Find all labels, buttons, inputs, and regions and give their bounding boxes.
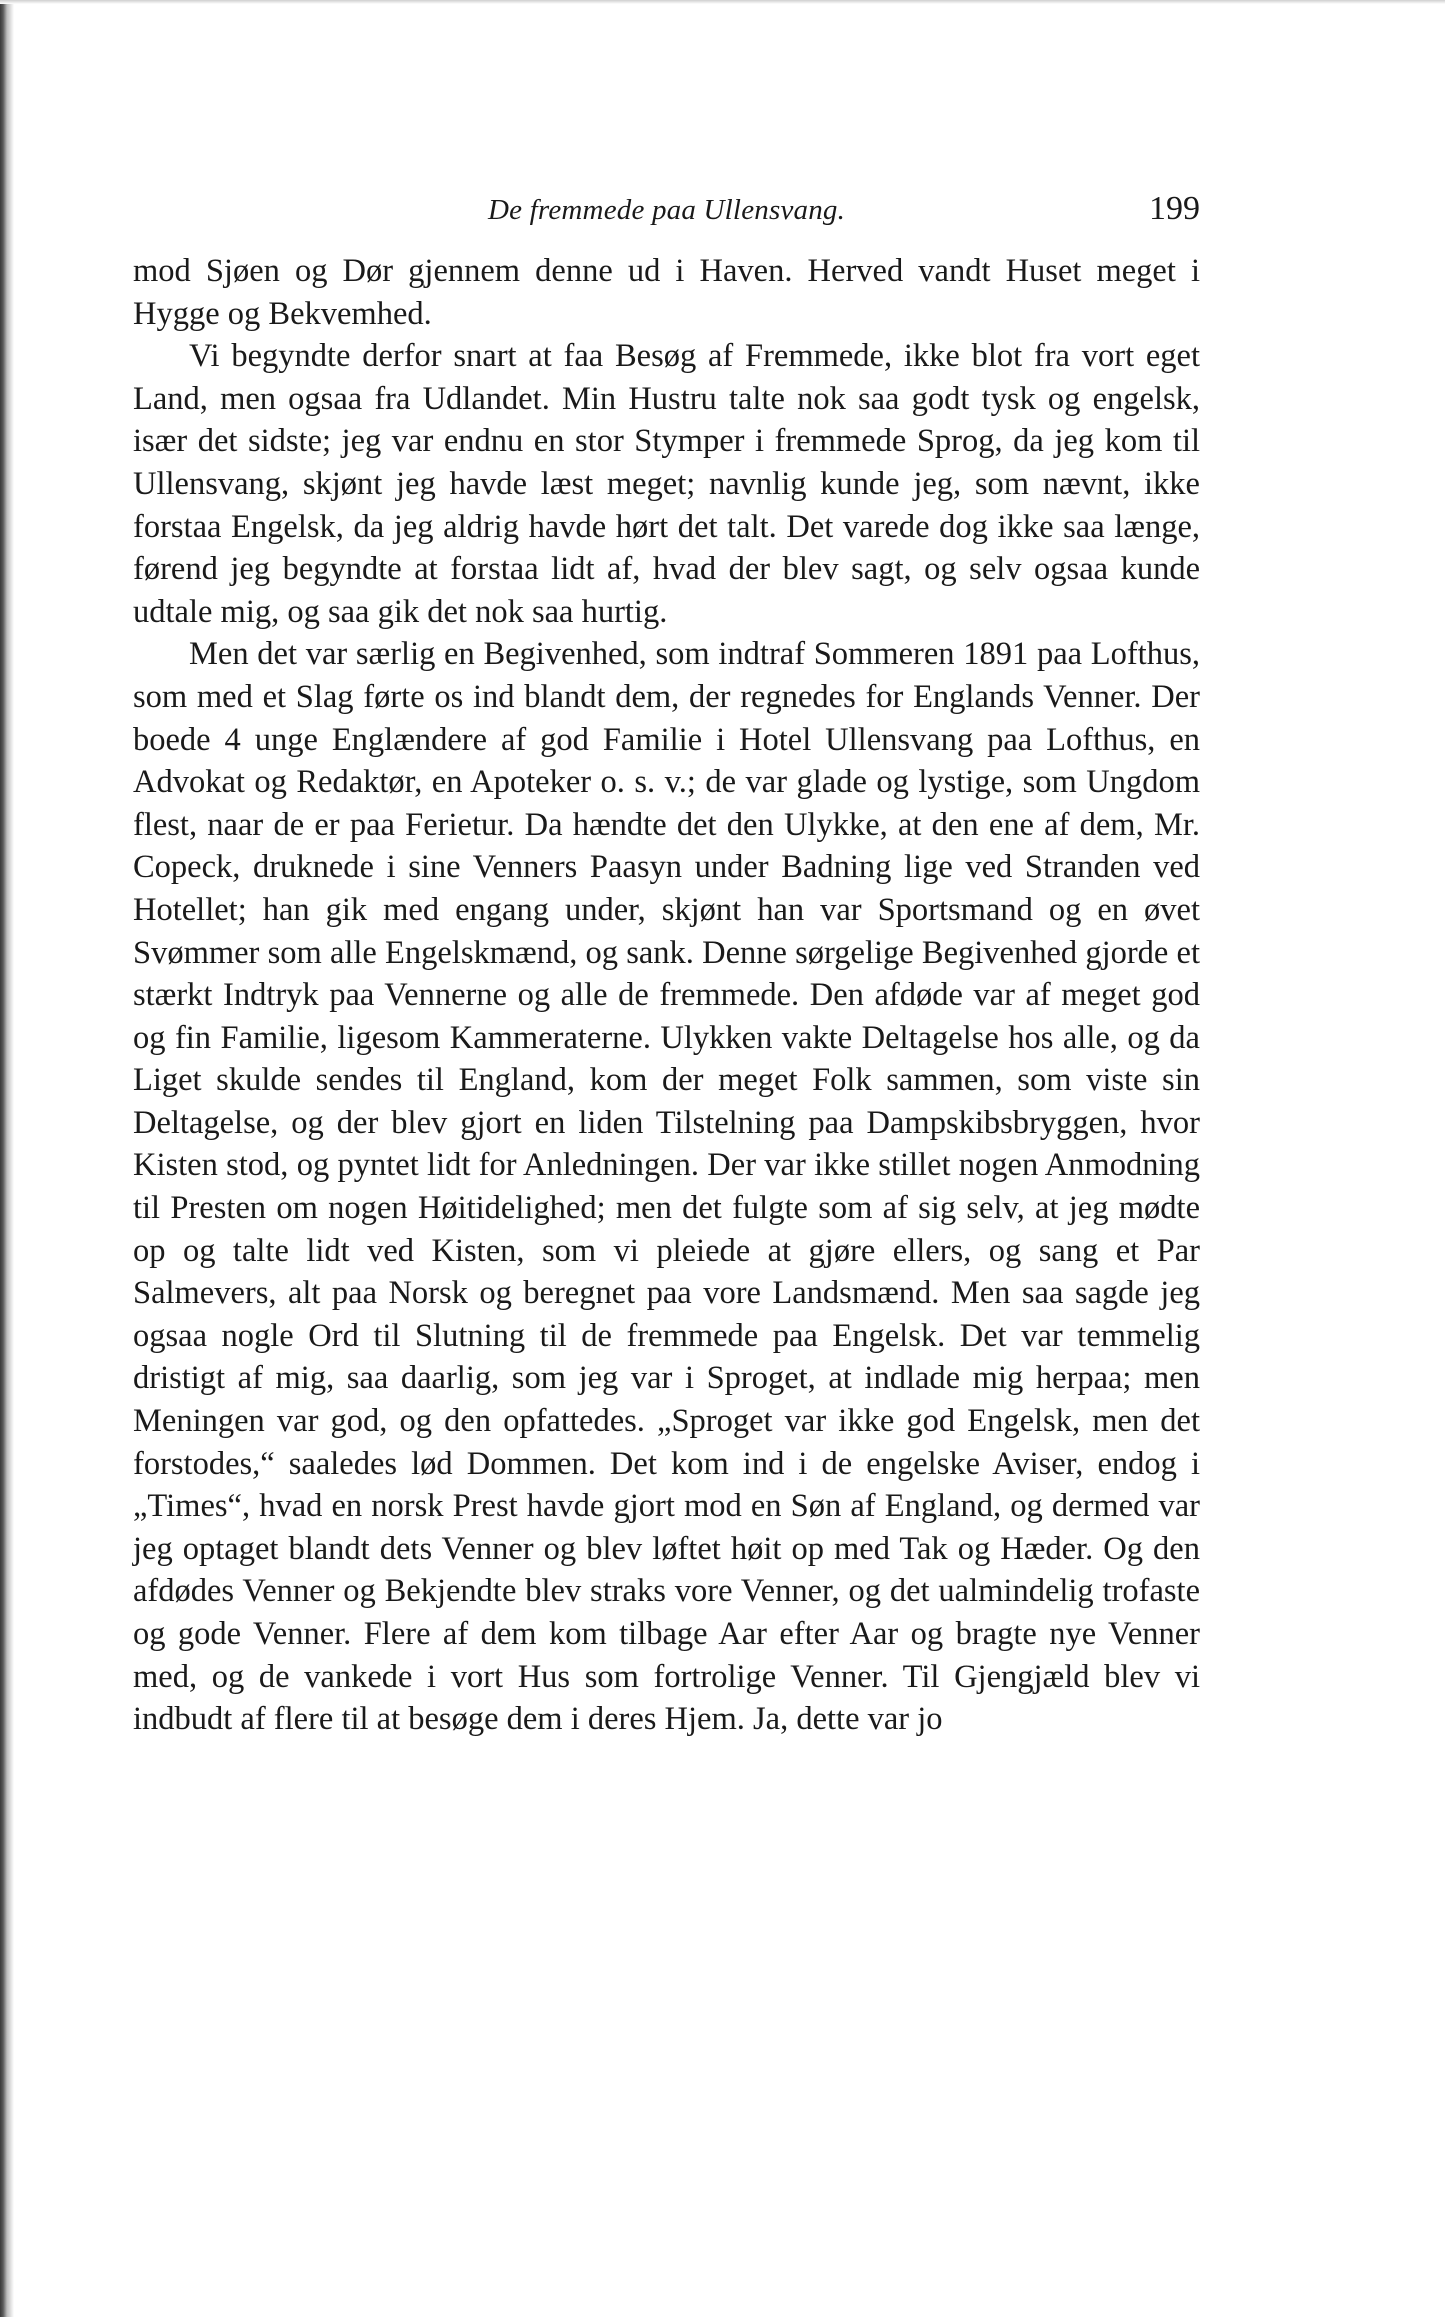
- scan-shadow-left: [0, 0, 14, 2317]
- book-page: [133, 186, 1200, 1741]
- scan-shadow-top: [0, 0, 1445, 4]
- page-number: 199: [1149, 190, 1200, 227]
- paragraph-visitors: Vi begyndte derfor snart at faa Besøg af Fremmede, ikke blot fra vort eget Land, men ogsaa fra Udlandet. Min Hustru talte nok saa godt tysk og engelsk, især det sidste; jeg var endnu en stor Stymper i fremmede Sprog, da jeg kom til Ullensvang, skjønt jeg havde læst meget; navnlig kunde jeg, som nævnt, ikke forstaa Engelsk, da jeg aldrig havde hørt det talt. Det varede dog ikke saa længe, førend jeg begyndte at forstaa lidt af, hvad der blev sagt, og selv ogsaa kunde udtale mig, og saa gik det nok saa hurtig.: [133, 338, 1200, 630]
- paragraph-continuation: mod Sjøen og Dør gjennem denne ud i Haven. Herved vandt Huset meget i Hygge og Bekvemhed.: [133, 253, 1200, 332]
- running-title: De fremmede paa Ullensvang.: [488, 194, 846, 226]
- paragraph-event-1891: Men det var særlig en Begivenhed, som indtraf Sommeren 1891 paa Lofthus, som med et Slag førte os ind blandt dem, der regnedes for Englands Venner. Der boede 4 unge Englændere af god Familie i Hotel Ullensvang paa Lofthus, en Advokat og Redaktør, en Apoteker o. s. v.; de var glade og lystige, som Ungdom flest, naar de er paa Ferietur. Da hændte det den Ulykke, at den ene af dem, Mr. Copeck, druknede i sine Venners Paasyn under Badning lige ved Stranden ved Hotellet; han gik med engang under, skjønt han var Sportsmand og en øvet Svømmer som alle Engelskmænd, og sank. Denne sørgelige Begivenhed gjorde et stærkt Indtryk paa Vennerne og alle de fremmede. Den afdøde var af meget god og fin Familie, ligesom Kammeraterne. Ulykken vakte Deltagelse hos alle, og da Liget skulde sendes til England, kom der meget Folk sammen, som viste sin Deltagelse, og der blev gjort en liden Tilstelning paa Dampskibsbryggen, hvor Kisten stod, og pyntet lidt for Anledningen. Der var ikke stillet nogen Anmodning til Presten om nogen Høitidelighed; men det fulgte som af sig selv, at jeg mødte op og talte lidt ved Kisten, som vi pleiede at gjøre ellers, og sang et Par Salmevers, alt paa Norsk og beregnet paa vore Landsmænd. Men saa sagde jeg ogsaa nogle Ord til Slutning til de fremmede paa Engelsk. Det var temmelig dristigt af mig, saa daarlig, som jeg var i Sproget, at indlade mig herpaa; men Meningen var god, og den opfattedes. „Sproget var ikke god Engelsk, men det forstodes,“ saaledes lød Dommen. Det kom ind i de engelske Aviser, endog i „Times“, hvad en norsk Prest havde gjort mod en Søn af England, og dermed var jeg optaget blandt dets Venner og blev løftet høit op med Tak og Hæder. Og den afdødes Venner og Bekjendte blev straks vore Venner, og det ualmindelig trofaste og gode Venner. Flere af dem kom tilbage Aar efter Aar og bragte nye Venner med, og de vankede i vort Hus som fortrolige Venner. Til Gjengjæld blev vi indbudt af flere til at besøge dem i deres Hjem. Ja, dette var jo: [133, 636, 1200, 1738]
- body-text: [133, 250, 1200, 1741]
- running-head: [133, 186, 1200, 236]
